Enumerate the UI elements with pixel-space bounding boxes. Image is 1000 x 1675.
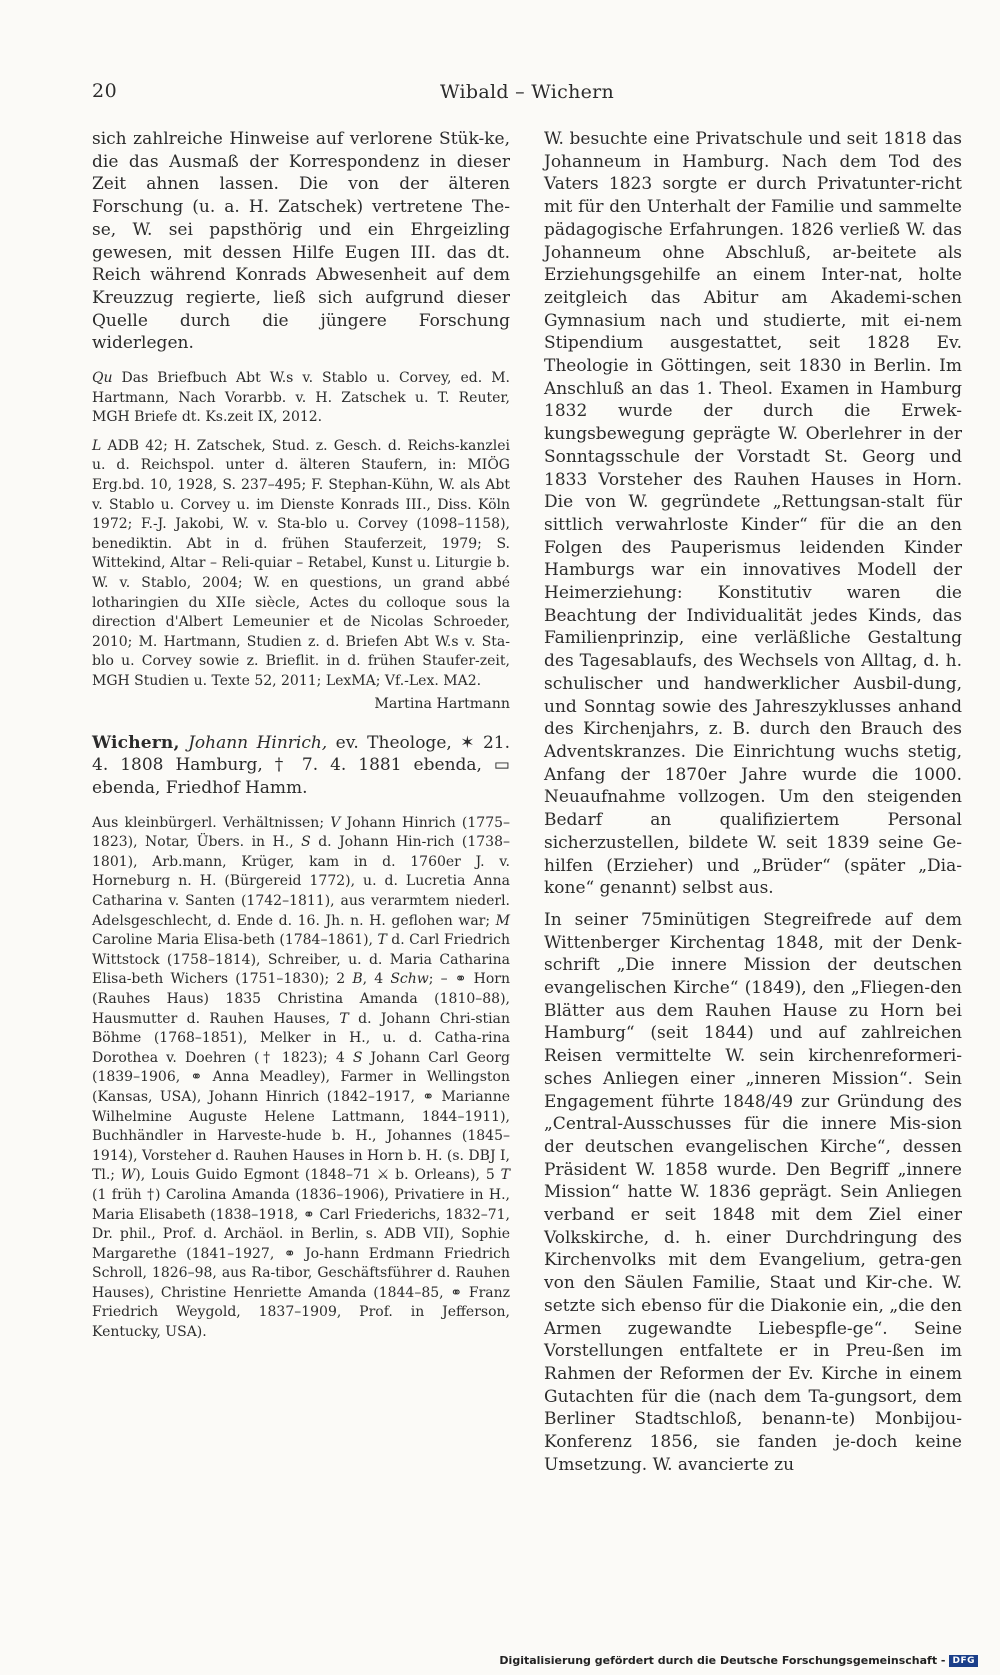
literature-section xyxy=(92,437,510,692)
genealogy-text: Caroline Maria Elisa-beth (1784–1861), xyxy=(92,932,378,949)
genealogy-paragraph xyxy=(92,814,510,1343)
literature-label: L xyxy=(92,437,102,454)
genealogy-text: Aus kleinbürgerl. Verhältnissen; xyxy=(92,814,331,831)
biography-paragraph-2: In seiner 75minütigen Stegreifrede auf dem Wittenberger Kirchentag 1848, mit der Denk-schrift „Die innere Mission der deutschen evangelischen Kirche“ (1849), den „Fliegen-den Blätter aus dem Rauhen Hause zu Horn bei Hamburg“ (seit 1844) und auf zahlreichen Reisen vermittelte W. sein kirchenreformeri-sches Anliegen einer „inneren Mission“. Sein Engagement führte 1848/49 zur Gründung des „Central-Ausschusses für die innere Mis-sion der deutschen evangelischen Kirche“, dessen Präsident W. 1858 wurde. Den Begriff „innere Mission“ hatte W. 1836 geprägt. Sein Anliegen verband er seit 1848 mit dem Ziel einer Volkskirche, d. h. einer Durchdringung des Kirchenvolks mit dem Evangelium, getra-gen von den Säulen Familie, Staat und Kir-che. W. setzte sich ebenso für die Diakonie ein, „die den Armen zugewandte Liebespfle-ge“. Seine Vorstellungen entfaltete er in Preu-ßen im Rahmen der Reformen der Ev. Kirche in einem Gutachten für die (nach dem Ta-gungsort, dem Berliner Stadtschloß, benann-te) Monbijou-Konferenz 1856, sie fanden je-doch keine Umsetzung. W. avancierte zu xyxy=(544,909,962,1475)
genealogy-abbrev: M xyxy=(495,912,510,929)
genealogy-abbrev: T xyxy=(500,1167,510,1184)
sources-text: Das Briefbuch Abt W.s v. Stablo u. Corvey, ed. M. Hartmann, Nach Vorarbb. v. H. Zatschek u. T. Reuter, MGH Briefe dt. Ks.zeit IX, 2012. xyxy=(92,370,510,426)
left-column xyxy=(92,128,510,1343)
entry-heading xyxy=(92,732,510,800)
right-column xyxy=(544,128,962,1476)
sources-section xyxy=(92,369,510,428)
genealogy-text: Johann Hinrich (1775–1823), Notar, Übers. in H., xyxy=(92,814,511,851)
genealogy-text: ; – ⚭ Horn (Rauhes Haus) 1835 Christina Amanda (1810–88), Hausmutter d. Rauhen Hauses, xyxy=(92,971,510,1027)
page-number: 20 xyxy=(92,80,118,102)
author-signature: Martina Hartmann xyxy=(374,695,510,712)
entry-given-names: Johann Hinrich, xyxy=(179,732,328,753)
genealogy-abbrev: S xyxy=(301,834,311,851)
genealogy-text: d. Johann Chri-stian Böhme (1768–1851), Melker in H., u. d. Catha-rina Dorothea v. Doehren († 1823); 4 xyxy=(92,1010,510,1066)
genealogy-abbrev: W xyxy=(120,1167,136,1184)
entry-lemma: Wichern, xyxy=(92,732,180,753)
genealogy-text: Johann Carl Georg (1839–1906, ⚭ Anna Meadley), Farmer in Wellingston (Kansas, USA), Johann Hinrich (1842–1917, ⚭ Marianne Wilhelmine Auguste Helene Lattmann, 1844–1911), Buchhändler in Harveste-hude b. H., Johannes (1845–1914), Vorsteher d. Rauhen Hauses in Horn b. H. (s. DBJ I, Tl.; xyxy=(92,1049,510,1184)
biography-paragraph-1: W. besuchte eine Privatschule und seit 1818 das Johanneum in Hamburg. Nach dem Tod des Vaters 1823 sorgte er durch Privatunter-richt mit für den Unterhalt der Familie und sammelte pädagogische Erfahrungen. 1826 verließ W. das Johanneum ohne Abschluß, ar-beitete als Erziehungsgehilfe an einem Inter-nat, holte zeitgleich das Abitur am Akademi-schen Gymnasium nach und studierte, mit ei-nem Stipendium ausgestattet, seit 1828 Ev. Theologie in Göttingen, seit 1830 in Berlin. Im Anschluß an das 1. Theol. Examen in Hamburg 1832 wurde der durch die Erwek-kungsbewegung geprägte W. Oberlehrer in der Sonntagsschule der Vorstadt St. Georg und 1833 Vorsteher des Rauhen Hauses in Horn. Die von W. gegründete „Rettungsan-stalt für sittlich verwahrloste Kinder“ für die an den Folgen des Pauperismus leidenden Kinder Hamburgs war ein innovatives Modell der Heimerziehung: Konstitutiv waren die Beachtung der Individualität jedes Kinds, das Familienprinzip, eine verläßliche Gestaltung des Tagesablaufs, des Wechsels von Alltag, d. h. schulischer und handwerklicher Ausbil-dung, und Sonntag sowie des Jahreszyklusses anhand des Kirchenjahrs, z. B. durch den Brauch des Adventskranzes. Die Einrichtung wuchs stetig, Anfang der 1870er Jahre wurde die 1000. Neuaufnahme vollzogen. Um den steigenden Bedarf an qualifiziertem Personal sicherzustellen, bildete W. seit 1839 seine Ge-hilfen (Erzieher) und „Brüder“ (später „Dia-kone“ genannt) selbst aus. xyxy=(544,129,962,899)
article-body-paragraph: sich zahlreiche Hinweise auf verlorene Stük-ke, die das Ausmaß der Korrespondenz in dieser Zeit ahnen lassen. Die von der älteren Forschung (u. a. H. Zatschek) vertretene The-se, W. sei papsthörig und ein Ehrgeizling gewesen, mit dessen Hilfe Eugen III. das dt. Reich während Konrads Abwesenheit auf dem Kreuzzug regierte, ließ sich aufgrund dieser Quelle durch die jüngere Forschung widerlegen. xyxy=(92,129,510,354)
genealogy-abbrev: Schw xyxy=(390,971,429,988)
genealogy-abbrev: T xyxy=(377,932,387,949)
genealogy-text: (1 früh †) Carolina Amanda (1836–1906), Privatiere in H., Maria Elisabeth (1838–1918, ⚭ Carl Friederichs, 1832–71, Dr. phil., Prof. d. Archäol. in Berlin, s. ADB VII), Sophie Margarethe (1841–1927, ⚭ Jo-hann Erdmann Friedrich Schroll, 1826–98, aus Ra-tibor, Geschäftsführer d. Rauhen Hauses), Christine Henriette Amanda (1844–85, ⚭ Franz Friedrich Weygold, 1837–1909, Prof. in Jefferson, Kentucky, USA). xyxy=(92,1186,510,1341)
genealogy-abbrev: T xyxy=(339,1010,349,1027)
entry-head-rest: ev. Theologe, ✶ 21. 4. 1808 Hamburg, † 7. 4. 1881 ebenda, ▭ ebenda, Friedhof Hamm. xyxy=(92,732,510,798)
genealogy-text: d. Johann Hin-rich (1738–1801), Arb.mann, Krüger, kam in d. 1760er J. v. Horneburg n. H. (Bürgereid 1772), u. d. Lucretia Anna Catharina v. Santen (1742–1811), aus verarmtem niederl. Adelsgeschlecht, d. Ende d. 16. Jh. n. H. geflohen war; xyxy=(92,834,510,929)
literature-text: ADB 42; H. Zatschek, Stud. z. Gesch. d. Reichs-kanzlei u. d. Reichspol. unter d. älteren Staufern, in: MIÖG Erg.bd. 10, 1928, S. 237–495; F. Stephan-Kühn, W. als Abt v. Stablo u. Corvey u. im Dienste Konrads III., Diss. Köln 1972; F.-J. Jakobi, W. v. Sta-blo u. Corvey (1098–1158), benediktin. Abt in d. frühen Stauferzeit, 1979; S. Wittekind, Altar – Reli-quiar – Retabel, Kunst u. Liturgie b. W. v. Stablo, 2004; W. en questions, un grand abbé lotharingien du XIIe siècle, Actes du colloque sous la direction d'Albert Lemeunier et de Nicolas Schroeder, 2010; M. Hartmann, Studien z. d. Briefen Abt W.s v. Sta-blo u. Corvey sowie z. Brieflit. in d. frühen Staufer-zeit, MGH Studien u. Texte 52, 2011; LexMA; Vf.-Lex. MA2. xyxy=(92,437,510,689)
genealogy-text: d. Carl Friedrich Wittstock (1758–1814), Schreiber, u. d. Maria Catharina Elisa-beth Wichers (1751–1830); 2 xyxy=(92,932,510,988)
sources-label: Qu xyxy=(92,370,113,387)
genealogy-abbrev: S xyxy=(352,1049,363,1066)
dfg-logo: DFG xyxy=(949,1655,978,1667)
genealogy-text: ), Louis Guido Egmont (1848–71 ⚔ b. Orleans), 5 xyxy=(135,1167,501,1184)
running-head: Wibald – Wichern xyxy=(440,81,615,103)
genealogy-text: , 4 xyxy=(362,971,391,988)
digitization-credit xyxy=(499,1654,978,1667)
credit-text: Digitalisierung gefördert durch die Deutsche Forschungsgemeinschaft - xyxy=(499,1654,946,1667)
genealogy-abbrev: B xyxy=(352,971,363,988)
genealogy-abbrev: V xyxy=(330,814,341,831)
